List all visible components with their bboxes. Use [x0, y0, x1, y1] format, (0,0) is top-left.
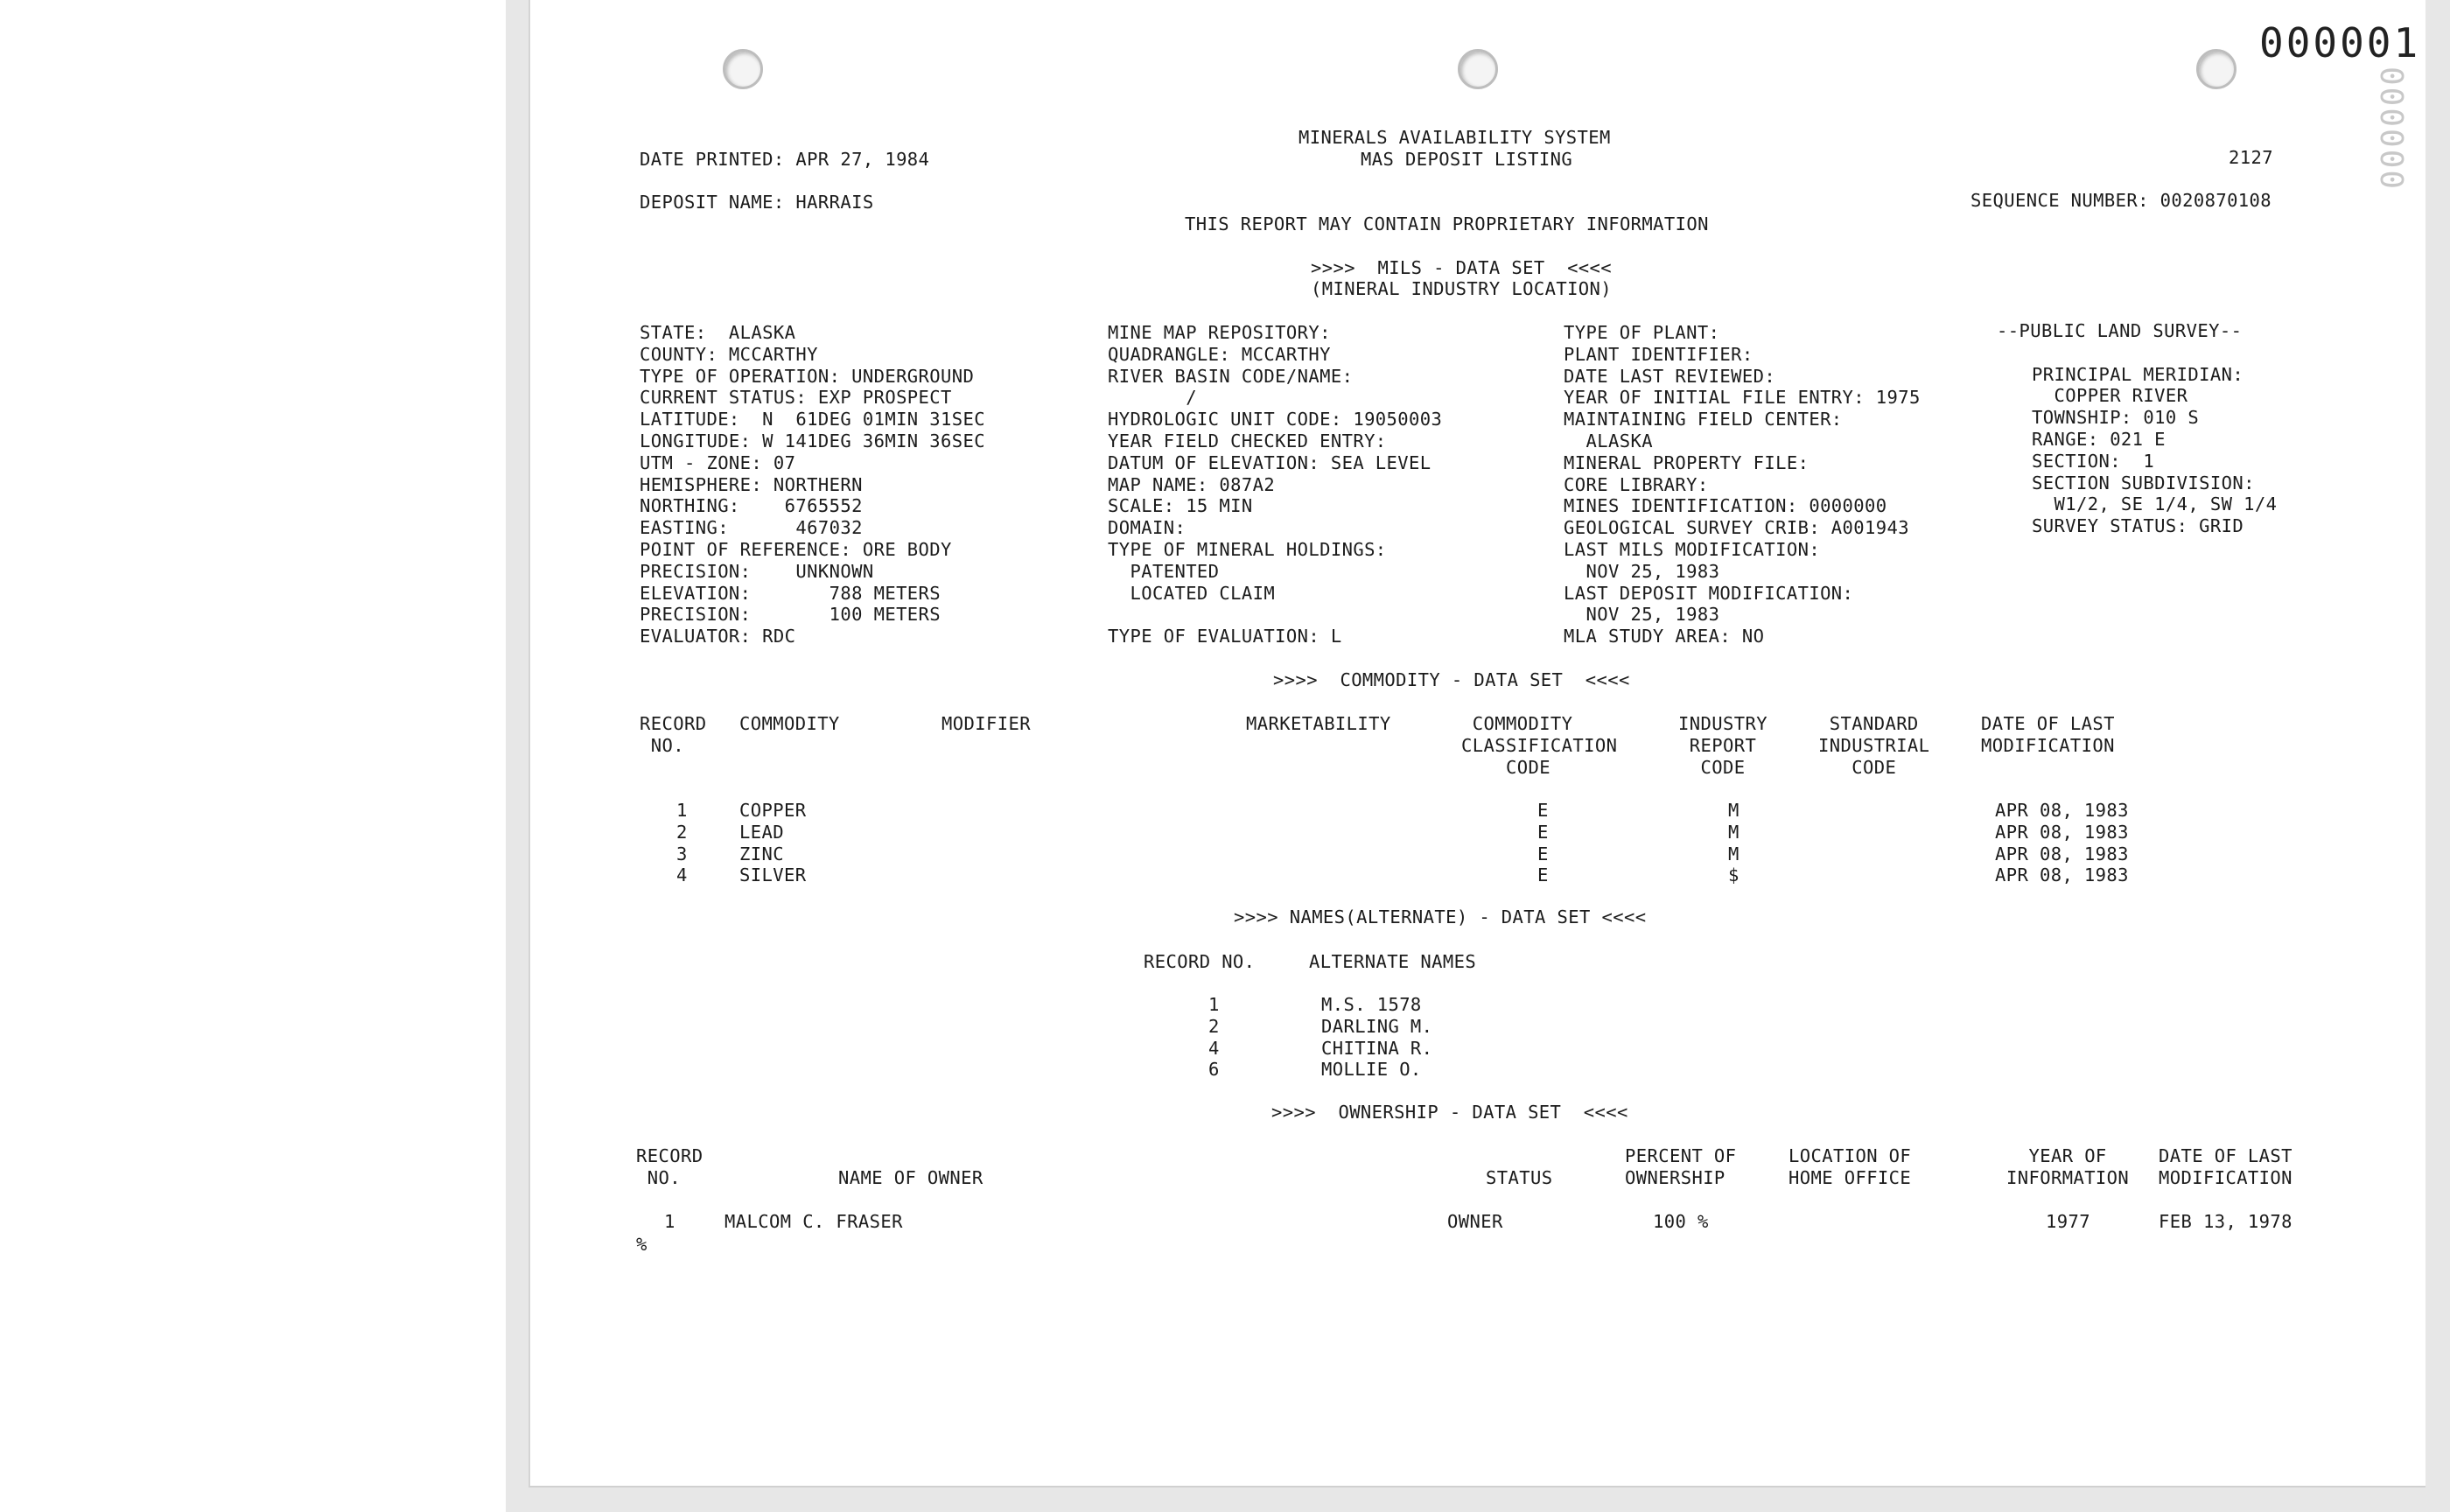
field-line: LOCATED CLAIM — [1108, 582, 1276, 604]
field-line: COPPER RIVER — [2032, 385, 2188, 407]
commodity-col-marketability: MARKETABILITY — [1246, 713, 1391, 734]
punch-hole — [2196, 49, 2236, 89]
commodity-col-industry: INDUSTRY REPORT CODE — [1678, 713, 1768, 778]
field-line: LAST MILS MODIFICATION: — [1564, 539, 1821, 560]
punch-hole — [723, 49, 763, 89]
field-line: DATUM OF ELEVATION: SEA LEVEL — [1108, 452, 1432, 473]
field-line: TYPE OF PLANT: — [1564, 322, 1720, 343]
record-no: 1 — [1208, 994, 1220, 1015]
record-no: 4 — [1208, 1037, 1220, 1059]
field-line: LATITUDE: N 61DEG 01MIN 31SEC — [640, 409, 986, 430]
field-line: NOV 25, 1983 — [1564, 604, 1720, 626]
field-line: NOV 25, 1983 — [1564, 560, 1720, 582]
punch-hole — [1458, 49, 1498, 89]
owner-name: MALCOM C. FRASER — [724, 1211, 903, 1232]
deposit-name: DEPOSIT NAME: HARRAIS — [640, 192, 874, 213]
classification-code: E — [1537, 821, 1549, 843]
page-number-bleed: 000000 — [2373, 66, 2409, 192]
field-line: RIVER BASIN CODE/NAME: — [1108, 365, 1354, 387]
commodity-col-commodity: COMMODITY — [739, 713, 840, 734]
field-line: GEOLOGICAL SURVEY CRIB: A001943 — [1564, 517, 1910, 539]
classification-code: E — [1537, 800, 1549, 821]
field-line: LONGITUDE: W 141DEG 36MIN 36SEC — [640, 430, 986, 452]
ownership-percent: 100 % — [1653, 1211, 1709, 1232]
field-line: CURRENT STATUS: EXP PROSPECT — [640, 387, 952, 409]
field-line: PRECISION: 100 METERS — [640, 604, 942, 626]
field-line: HEMISPHERE: NORTHERN — [640, 473, 863, 495]
field-line: SURVEY STATUS: GRID — [2032, 515, 2244, 537]
ownership-col-date: DATE OF LAST MODIFICATION — [2159, 1145, 2292, 1188]
classification-code: E — [1537, 864, 1549, 886]
proprietary-notice: THIS REPORT MAY CONTAIN PROPRIETARY INFORMATION — [1185, 214, 1709, 234]
field-line: HYDROLOGIC UNIT CODE: 19050003 — [1108, 409, 1443, 430]
record-no: 3 — [676, 843, 688, 864]
ownership-col-record: RECORD NO. — [636, 1145, 704, 1188]
modification-date: APR 08, 1983 — [1995, 800, 2129, 821]
commodity-col-modifier: MODIFIER — [942, 713, 1031, 734]
field-line: STATE: ALASKA — [640, 322, 796, 343]
ownership-col-percent: PERCENT OF OWNERSHIP — [1625, 1145, 1737, 1188]
commodity-col-date: DATE OF LAST MODIFICATION — [1981, 713, 2115, 756]
field-line: W1/2, SE 1/4, SW 1/4 — [2032, 494, 2278, 515]
field-line: TYPE OF OPERATION: UNDERGROUND — [640, 365, 975, 387]
field-line: MLA STUDY AREA: NO — [1564, 626, 1765, 648]
record-no: 6 — [1208, 1059, 1220, 1081]
commodity-name: ZINC — [739, 843, 784, 864]
date-printed: DATE PRINTED: APR 27, 1984 — [640, 149, 930, 170]
ownership-col-location: LOCATION OF HOME OFFICE — [1788, 1145, 1912, 1188]
field-line: / — [1108, 387, 1197, 409]
field-line: YEAR FIELD CHECKED ENTRY: — [1108, 430, 1387, 452]
ownership-heading: >>>> OWNERSHIP - DATA SET <<<< — [1271, 1102, 1628, 1123]
ownership-col-status: STATUS — [1486, 1167, 1553, 1188]
mils-heading: >>>> MILS - DATA SET <<<< — [1311, 257, 1613, 278]
mils-subheading: (MINERAL INDUSTRY LOCATION) — [1311, 278, 1613, 299]
commodity-name: LEAD — [739, 821, 784, 843]
modification-date: APR 08, 1983 — [1995, 843, 2129, 864]
industry-code: M — [1728, 800, 1740, 821]
ownership-col-name: NAME OF OWNER — [838, 1167, 984, 1188]
field-line: EVALUATOR: RDC — [640, 626, 796, 648]
modification-date: APR 08, 1983 — [1995, 864, 2129, 886]
field-line: EASTING: 467032 — [640, 517, 863, 539]
record-no: 4 — [676, 864, 688, 886]
field-line: YEAR OF INITIAL FILE ENTRY: 1975 — [1564, 387, 1921, 409]
alternate-name: DARLING M. — [1321, 1015, 1433, 1037]
field-line: MINERAL PROPERTY FILE: — [1564, 452, 1810, 473]
commodity-heading: >>>> COMMODITY - DATA SET <<<< — [1273, 669, 1630, 690]
field-line: DOMAIN: — [1108, 517, 1186, 539]
record-no: 1 — [676, 800, 688, 821]
field-line: TYPE OF EVALUATION: L — [1108, 626, 1342, 648]
commodity-col-record: RECORD NO. — [640, 713, 707, 756]
field-line: CORE LIBRARY: — [1564, 473, 1709, 495]
field-line: SECTION: 1 — [2032, 450, 2155, 472]
field-line: RANGE: 021 E — [2032, 429, 2166, 450]
commodity-name: SILVER — [739, 864, 807, 886]
field-line: ELEVATION: 788 METERS — [640, 582, 942, 604]
field-line: PRINCIPAL MERIDIAN: — [2032, 363, 2244, 385]
names-heading: >>>> NAMES(ALTERNATE) - DATA SET <<<< — [1234, 906, 1647, 928]
industry-code: M — [1728, 821, 1740, 843]
commodity-name: COPPER — [739, 800, 807, 821]
names-col-alternate: ALTERNATE NAMES — [1309, 951, 1477, 972]
field-line: DATE LAST REVIEWED: — [1564, 365, 1776, 387]
sequence-number: SEQUENCE NUMBER: 0020870108 — [1970, 190, 2272, 211]
field-line: SCALE: 15 MIN — [1108, 495, 1253, 517]
ownership-col-year: YEAR OF INFORMATION — [2006, 1145, 2130, 1188]
system-title: MINERALS AVAILABILITY SYSTEM — [1298, 127, 1611, 148]
information-year: 1977 — [2046, 1211, 2090, 1232]
modification-date: FEB 13, 1978 — [2159, 1211, 2292, 1232]
alternate-name: MOLLIE O. — [1321, 1059, 1422, 1081]
field-line: MAINTAINING FIELD CENTER: — [1564, 409, 1843, 430]
field-line: ALASKA — [1564, 430, 1653, 452]
field-line: PLANT IDENTIFIER: — [1564, 343, 1754, 365]
report-code: 2127 — [2229, 147, 2273, 168]
commodity-col-classification: COMMODITY CLASSIFICATION CODE — [1461, 713, 1618, 778]
listing-title: MAS DEPOSIT LISTING — [1361, 149, 1573, 170]
field-line: UTM - ZONE: 07 — [640, 452, 796, 473]
field-line: POINT OF REFERENCE: ORE BODY — [640, 539, 952, 560]
record-no: 2 — [676, 821, 688, 843]
classification-code: E — [1537, 843, 1549, 864]
field-line: MINE MAP REPOSITORY: — [1108, 322, 1331, 343]
field-line: LAST DEPOSIT MODIFICATION: — [1564, 582, 1854, 604]
field-line: MAP NAME: 087A2 — [1108, 473, 1276, 495]
commodity-col-standard: STANDARD INDUSTRIAL CODE — [1818, 713, 1930, 778]
field-line: TYPE OF MINERAL HOLDINGS: — [1108, 539, 1387, 560]
field-line: QUADRANGLE: MCCARTHY — [1108, 343, 1331, 365]
record-no: 2 — [1208, 1015, 1220, 1037]
field-line: NORTHING: 6765552 — [640, 495, 863, 517]
field-line: --PUBLIC LAND SURVEY-- — [1997, 320, 2243, 341]
page-number-stamp: 000001 — [2259, 19, 2421, 66]
names-col-record: RECORD NO. — [1144, 951, 1256, 972]
owner-status: OWNER — [1447, 1211, 1503, 1232]
field-line: PRECISION: UNKNOWN — [640, 560, 874, 582]
footer-mark: % — [636, 1234, 648, 1255]
industry-code: $ — [1728, 864, 1740, 886]
alternate-name: CHITINA R. — [1321, 1037, 1433, 1059]
field-line: MINES IDENTIFICATION: 0000000 — [1564, 495, 1887, 517]
record-no: 1 — [664, 1211, 676, 1232]
field-line: SECTION SUBDIVISION: — [2032, 472, 2255, 494]
field-line: PATENTED — [1108, 560, 1220, 582]
industry-code: M — [1728, 843, 1740, 864]
field-line: TOWNSHIP: 010 S — [2032, 407, 2200, 429]
modification-date: APR 08, 1983 — [1995, 821, 2129, 843]
alternate-name: M.S. 1578 — [1321, 994, 1422, 1015]
field-line: COUNTY: MCCARTHY — [640, 343, 818, 365]
